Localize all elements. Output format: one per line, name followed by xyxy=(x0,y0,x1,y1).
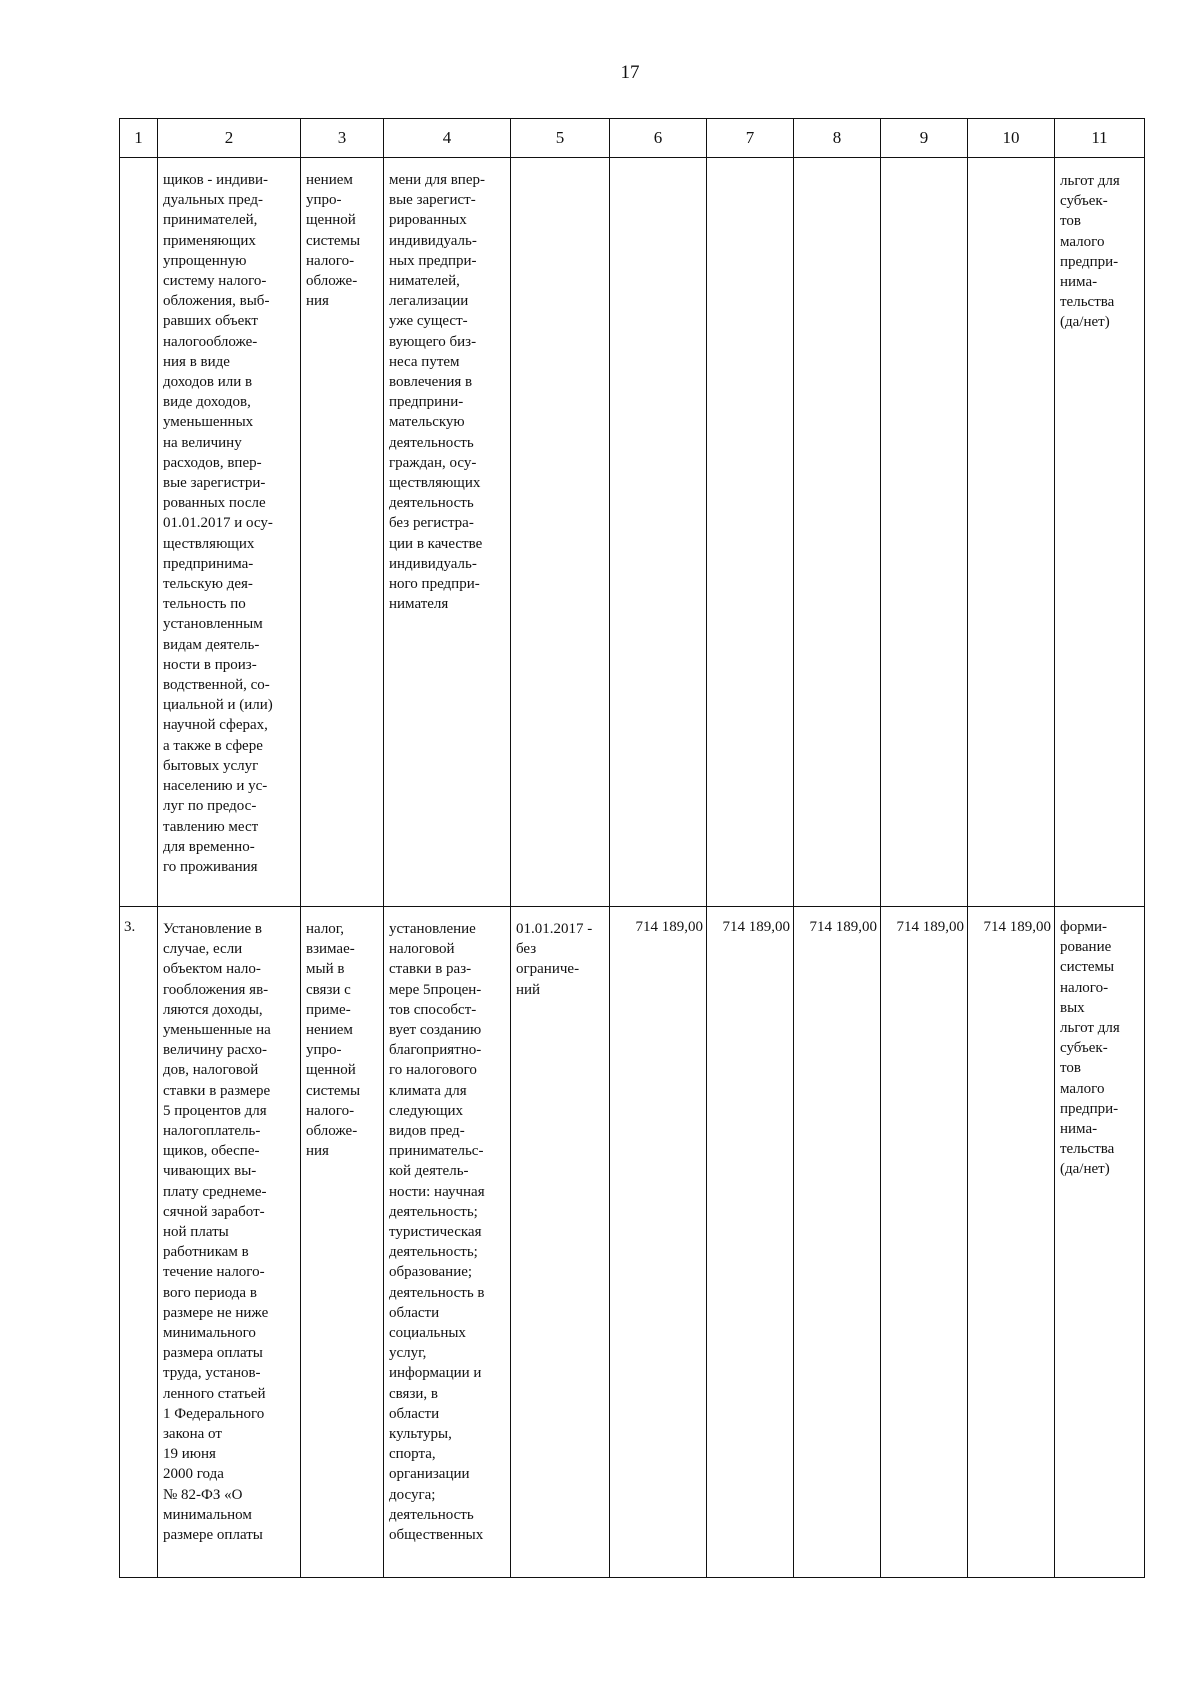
cell-description xyxy=(158,158,301,907)
cell-value xyxy=(794,907,881,1578)
header-row xyxy=(120,119,1145,158)
indicator-text: форми- рование системы налого- вых льгот для субъек- тов малого предпри- нима- тельства (да/нет) xyxy=(1060,919,1120,1178)
col-header-6: 6 xyxy=(610,119,707,158)
cell-period xyxy=(511,907,610,1578)
tax-benefits-table xyxy=(119,118,1145,1578)
tax-type-text: налог, взимае- мый в связи с приме- нением упро- щенной системы налого- обложе- ния xyxy=(306,921,361,1160)
col-header-5: 5 xyxy=(511,119,610,158)
cell-goal xyxy=(384,907,511,1578)
col-header-1: 1 xyxy=(120,119,158,158)
col-header-10: 10 xyxy=(968,119,1055,158)
cell-tax-type xyxy=(301,158,384,907)
col-header-2: 2 xyxy=(158,119,301,158)
value-text: 714 189,00 xyxy=(809,919,877,935)
goal-text: мени для впер- вые зарегист- рированных индивидуаль- ных предпри- нимателей, легализации уже сущест- вующего биз- неса путем вовлечения в предприни- мательскую деятельность граждан, осу- ществляющих деятельность без регистра- ции в качестве индивидуаль- ного предпри- нимателя xyxy=(389,172,485,613)
value-text: 714 189,00 xyxy=(983,919,1051,935)
cell-value xyxy=(610,158,707,907)
cell-value xyxy=(610,907,707,1578)
col-header-7: 7 xyxy=(707,119,794,158)
cell-value xyxy=(794,158,881,907)
description-text: щиков - индиви- дуальных пред- принимателей, применяющих упрощенную систему налого- обложения, выб- равших объект налогообложе- ния в виде доходов или в виде доходов, уменьшенных на величину расходов, впер- вые зарегистри- рованных после 01.01.2017 и осу- ществляющих предпринима- тельскую дея- тельность по установленным видам деятель- ности в произ- водственной, со- циальной и (или) научной сферах, а также в сфере бытовых услуг населению и ус- луг по предос- тавлению мест для временно- го проживания xyxy=(163,172,273,875)
cell-number xyxy=(120,907,158,1578)
cell-value xyxy=(968,158,1055,907)
cell-number xyxy=(120,158,158,907)
cell-goal xyxy=(384,158,511,907)
cell-description xyxy=(158,907,301,1578)
table-row xyxy=(120,158,1145,907)
cell-period xyxy=(511,158,610,907)
table-row xyxy=(120,907,1145,1578)
goal-text: установление налоговой ставки в раз- мере 5процен- тов способст- вует созданию благоприятно- го налогового климата для следующих видов пред- принимательс- кой деятель- ности: научная деятельность; туристическая деятельность; образование; деятельность в области социальных услуг, информации и связи, в области культуры, спорта, организации досуга; деятельность общественных xyxy=(389,921,485,1544)
col-header-8: 8 xyxy=(794,119,881,158)
description-text: Установление в случае, если объектом нало- гообложения яв- ляются доходы, уменьшенные на величину расхо- дов, налоговой ставки в размере 5 процентов для налогоплатель- щиков, обеспе- чивающих вы- плату среднеме- сячной заработ- ной платы работникам в течение налого- вого периода в размере не ниже минимального размера оплаты труда, установ- ленного статьей 1 Федерального закона от 19 июня 2000 года № 82-ФЗ «О минимальном размере оплаты xyxy=(163,921,271,1544)
cell-tax-type xyxy=(301,907,384,1578)
cell-indicator xyxy=(1055,907,1145,1578)
period-text: 01.01.2017 - без ограниче- ний xyxy=(516,921,593,998)
cell-value xyxy=(968,907,1055,1578)
indicator-text: льгот для субъек- тов малого предпри- нима- тельства (да/нет) xyxy=(1060,173,1120,331)
value-text: 714 189,00 xyxy=(635,919,703,935)
value-text: 714 189,00 xyxy=(722,919,790,935)
value-text: 714 189,00 xyxy=(896,919,964,935)
col-header-4: 4 xyxy=(384,119,511,158)
cell-value xyxy=(881,158,968,907)
cell-indicator xyxy=(1055,158,1145,907)
col-header-9: 9 xyxy=(881,119,968,158)
row-number: 3. xyxy=(124,919,136,935)
tax-type-text: нением упро- щенной системы налого- обложе- ния xyxy=(306,172,361,310)
col-header-11: 11 xyxy=(1055,119,1145,158)
cell-value xyxy=(707,158,794,907)
cell-value xyxy=(881,907,968,1578)
col-header-3: 3 xyxy=(301,119,384,158)
page-number: 17 xyxy=(620,62,640,83)
cell-value xyxy=(707,907,794,1578)
